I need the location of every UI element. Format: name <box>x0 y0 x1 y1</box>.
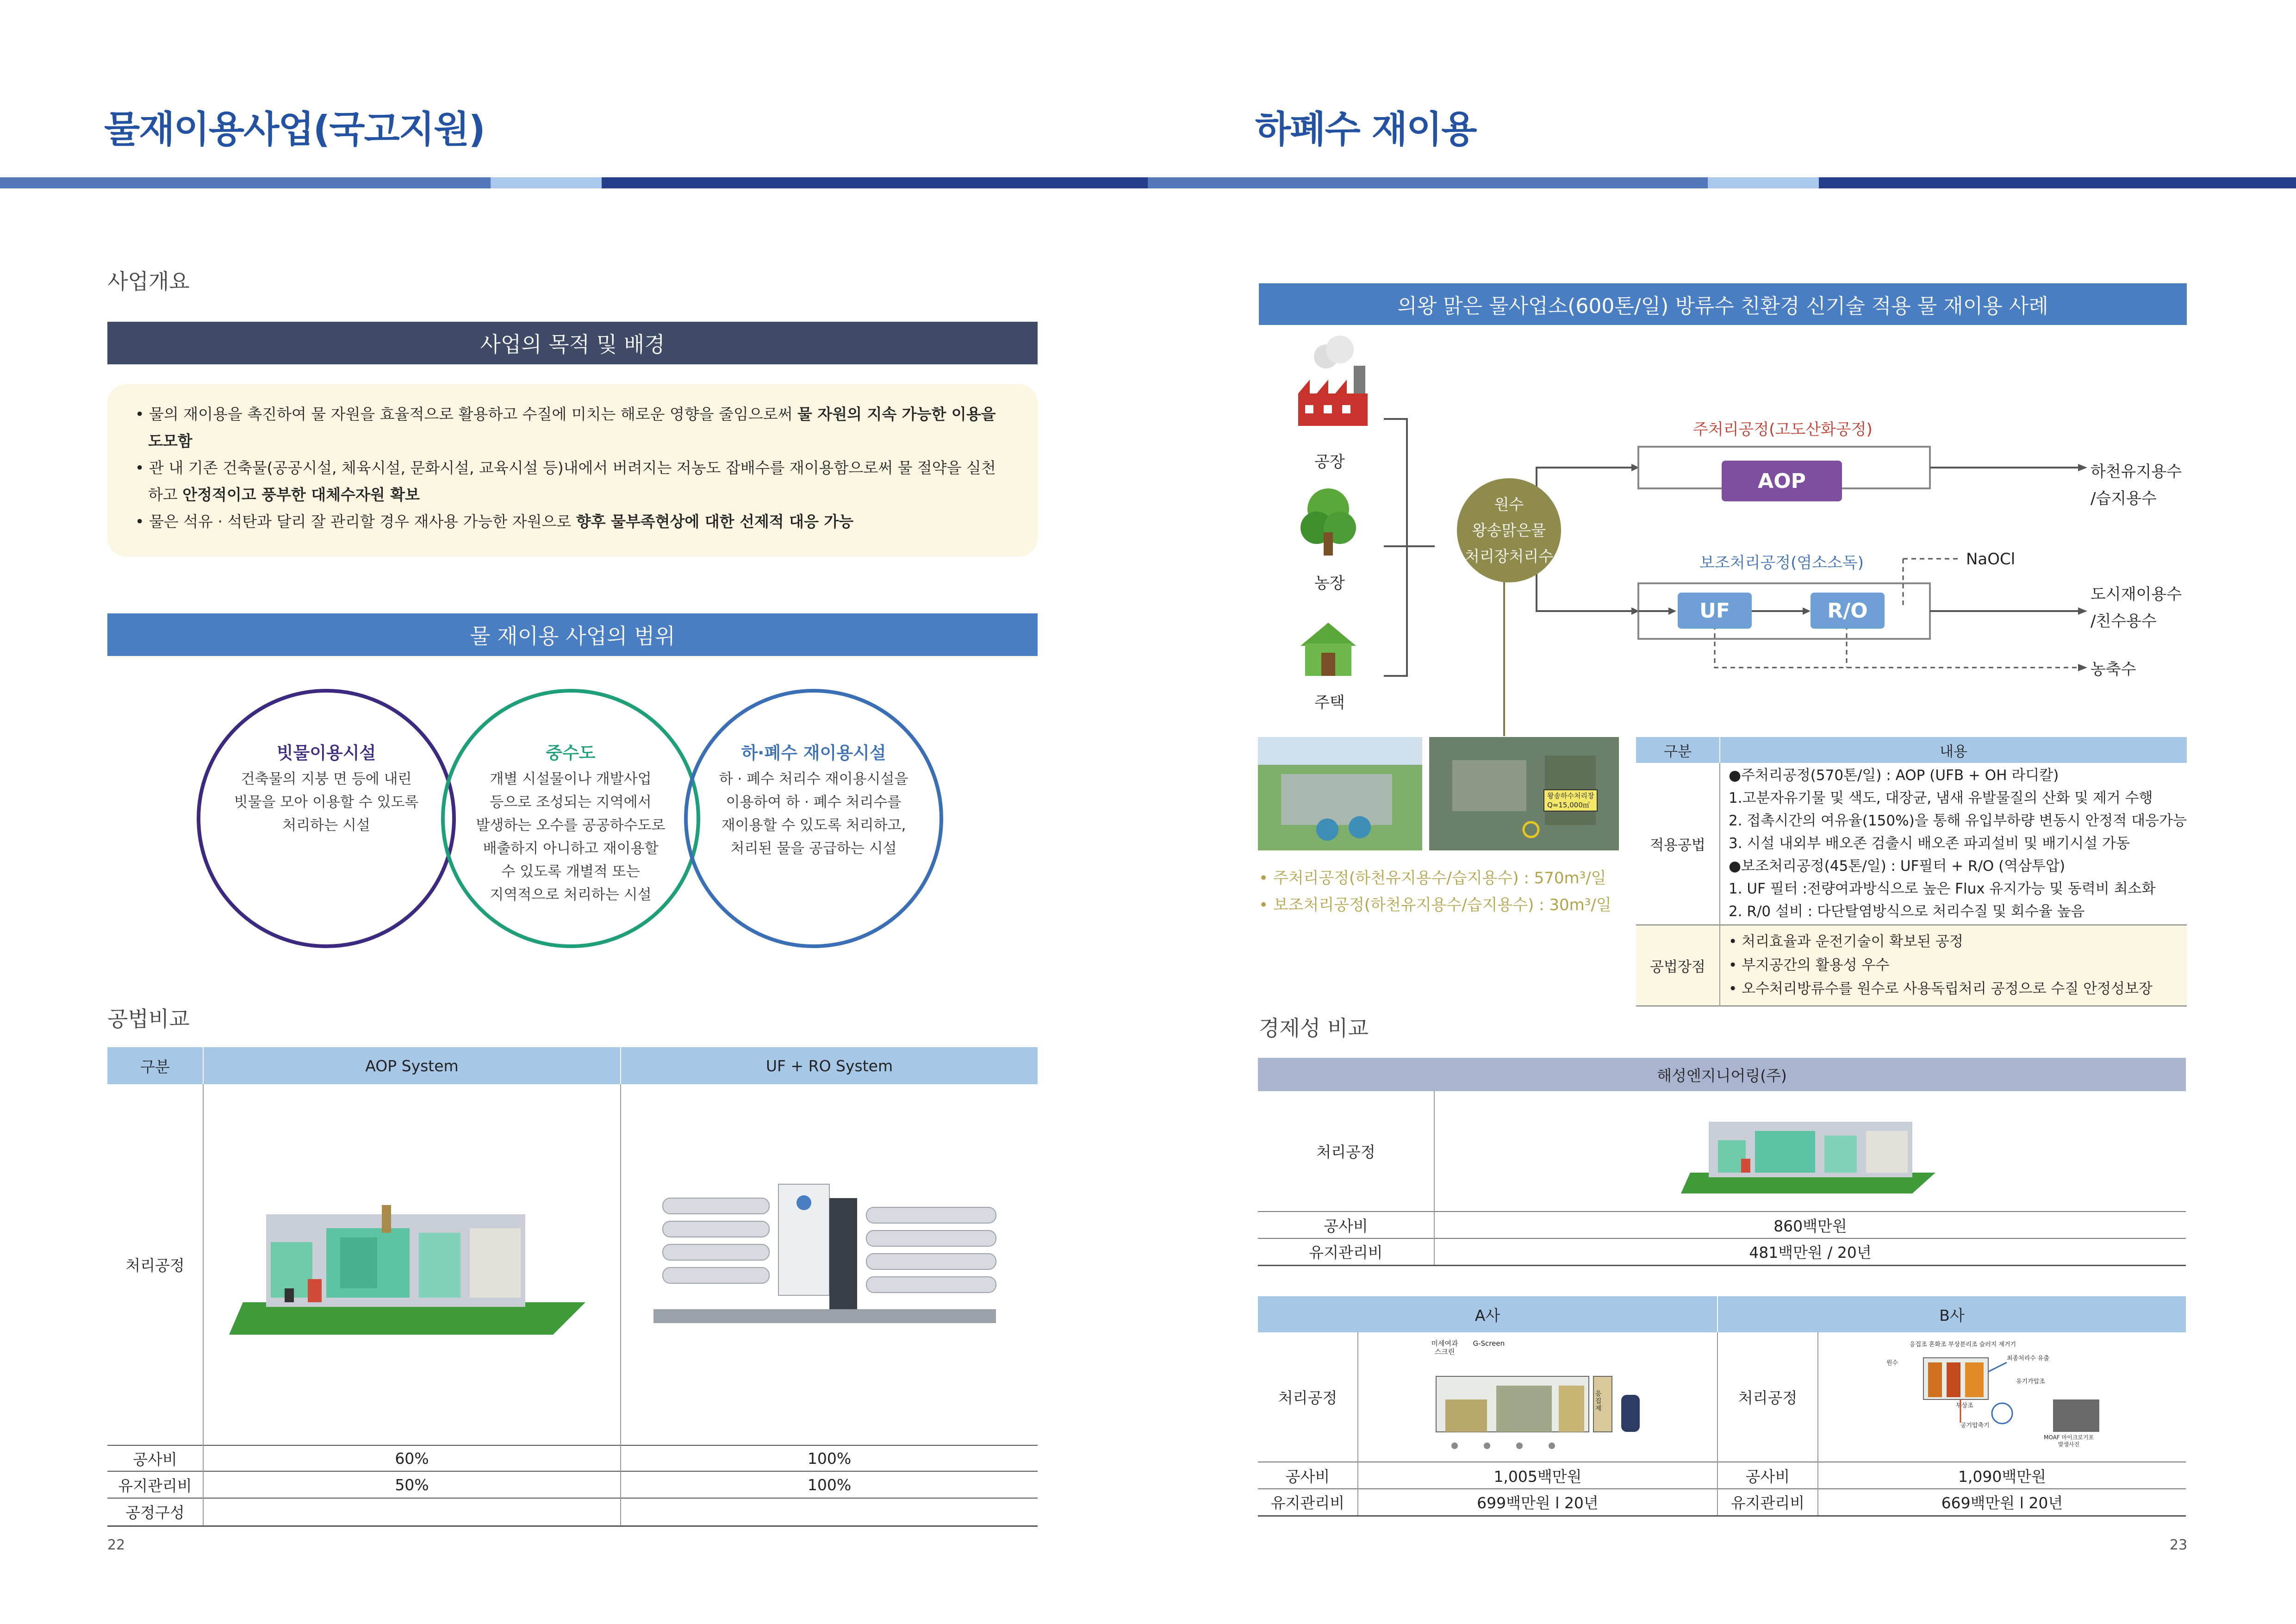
output-line: /습지용수 <box>2091 489 2157 508</box>
table-cell: 1,005백만원 <box>1358 1462 1717 1489</box>
bullet-bold: 도모함 <box>148 432 193 450</box>
table-row <box>1258 1212 2186 1238</box>
header-rule-seg <box>0 177 491 188</box>
table-row-label: 처리공정 <box>1258 1091 1434 1212</box>
table-row <box>1636 763 2187 925</box>
uf-ro-skid-image <box>644 1170 1014 1355</box>
company-a-diagram-cell <box>1358 1332 1717 1462</box>
scope-bar: 물 재이용 사업의 범위 <box>107 613 1038 656</box>
table-row <box>107 1084 1038 1445</box>
table-cell: 699백만원 l 20년 <box>1358 1489 1717 1516</box>
table-cell: 50% <box>203 1471 621 1498</box>
method-line: ●보조처리공정(45톤/일) : UF필터 + R/O (역삼투압) <box>1729 858 2066 874</box>
circle-body <box>234 768 419 837</box>
source-label-house: 주택 <box>1314 693 1345 712</box>
ro-box: R/O <box>1811 593 1885 629</box>
circle-title: 하·폐수 재이용시설 <box>741 743 886 763</box>
table-row-label: 공법장점 <box>1636 925 1720 1006</box>
table-row <box>1258 1091 2186 1212</box>
aop-box: AOP <box>1722 461 1842 501</box>
circle-body <box>476 768 665 906</box>
compare-heading: 공법비교 <box>107 1006 190 1031</box>
circle-line: 건축물의 지붕 면 등에 내린 <box>241 771 412 787</box>
table-cell: 60% <box>203 1445 621 1471</box>
table-row-label: 공사비 <box>1258 1462 1358 1489</box>
circle-body <box>719 768 908 860</box>
naocl-label: NaOCl <box>1966 550 2016 568</box>
bullet-line <box>135 508 1038 535</box>
method-line: 3. 시설 내외부 배오존 검출시 배오존 파괴설비 및 배기시설 가동 <box>1729 835 2130 852</box>
aux-process-label: 보조처리공정(염소소독) <box>1699 554 1864 572</box>
method-line: 2. R/0 설비 : 다단탈염방식으로 처리수질 및 회수율 높음 <box>1729 903 2085 920</box>
table-header-cell: 내용 <box>1940 743 1967 760</box>
callout-line: 왕송하수처리장 <box>1547 792 1594 800</box>
company-a-header: A사 <box>1258 1296 1717 1332</box>
company-a-process-drawing <box>1427 1358 1649 1455</box>
aop-system-image-cell <box>203 1084 621 1445</box>
circle-line: 발생하는 오수를 공공하수도로 <box>476 817 666 834</box>
table-cell: 669백만원 l 20년 <box>1941 1494 2063 1512</box>
aop-plant-image <box>229 1187 595 1339</box>
uf-box: UF <box>1678 593 1752 629</box>
uf-ro-system-image-cell <box>621 1084 1038 1445</box>
diagram-label <box>1910 1339 2016 1348</box>
diagram-label: 부상조 <box>1956 1402 1973 1409</box>
bullet-bold: 물 자원의 지속 가능한 이용을 <box>797 405 996 423</box>
table-row-label: 공사비 <box>107 1445 203 1471</box>
output-urban-label <box>2091 581 2182 635</box>
method-line: 1. UF 필터 :전량여과방식으로 높은 Flux 유지가능 및 동력비 최소화 <box>1729 881 2156 897</box>
merit-content <box>1720 925 2187 1006</box>
capacity-note: • 주처리공정(하천유지용수/습지용수) : 570m³/일 <box>1259 869 1606 887</box>
method-line: ●주처리공정(570톤/일) : AOP (UFB + OH 라디칼) <box>1729 767 2059 784</box>
merit-line: • 오수처리방류수를 원수로 사용독립처리 공정으로 수질 안정성보장 <box>1729 981 2153 997</box>
table-row <box>107 1445 1038 1471</box>
company-b-diagram <box>1886 1339 2118 1455</box>
diagram-label: 원수 <box>1886 1359 1898 1367</box>
table-header-row <box>1258 1296 2186 1332</box>
source-label-factory: 공장 <box>1314 453 1345 471</box>
circle-greywater <box>441 689 700 948</box>
raw-water-line: 왕송맑은물 <box>1472 521 1546 539</box>
table-cell: 860백만원 <box>1773 1217 1847 1235</box>
table-row <box>1258 1332 2186 1462</box>
case-bar: 의왕 맑은 물사업소(600톤/일) 방류수 친환경 신기술 적용 물 재이용 사례 <box>1259 283 2187 325</box>
source-label-farm: 농장 <box>1314 574 1345 593</box>
bullet-line <box>135 455 1038 481</box>
diagram-label: 최종처리수 유출 <box>2007 1355 2050 1362</box>
diagram-label <box>1431 1339 1458 1356</box>
table-cell: 100% <box>807 1449 852 1468</box>
circle-wastewater <box>684 689 943 948</box>
table-row <box>107 1498 1038 1526</box>
circle-line: 처리하는 시설 <box>282 817 370 834</box>
bullet-line <box>135 481 1038 508</box>
capacity-notes <box>1259 865 1612 918</box>
raw-water-line: 처리장처리수 <box>1464 547 1554 565</box>
diagram-label-line: 혼화조 <box>1929 1341 1947 1348</box>
table-row-label: 적용공법 <box>1636 763 1720 925</box>
tree-icon <box>1300 488 1356 556</box>
diagram-label: 응집제 <box>1595 1390 1602 1412</box>
circle-line: 개별 시설물이나 개발사업 <box>490 771 652 787</box>
diagram-label-line: 발생사진 <box>2058 1441 2080 1448</box>
photo-callout <box>1543 789 1598 812</box>
circle-title: 중수도 <box>546 743 596 763</box>
raw-water-line: 원수 <box>1494 495 1524 513</box>
circle-line: 재이용할 수 있도록 처리하고, <box>721 817 906 834</box>
output-line: 도시재이용수 <box>2091 585 2182 604</box>
table-header-row <box>107 1047 1038 1084</box>
table-row-label: 처리공정 <box>107 1084 203 1445</box>
table-cell: 100% <box>807 1475 852 1494</box>
right-page-title: 하폐수 재이용 <box>1255 108 1476 151</box>
table-row-label: 유지관리비 <box>107 1471 203 1498</box>
diagram-label-line: 슬러지 제거기 <box>1979 1341 2016 1348</box>
company-b-diagram-cell <box>1818 1332 2186 1462</box>
table-header-cell: AOP System <box>203 1047 621 1084</box>
purpose-bar: 사업의 목적 및 배경 <box>107 322 1038 364</box>
company-header: 해성엔지니어링(주) <box>1657 1066 1787 1085</box>
table-row-label: 공사비 <box>1717 1462 1818 1489</box>
company-b-process-drawing <box>1914 1349 2118 1441</box>
circle-title: 빗물이용시설 <box>276 743 376 763</box>
table-row-label: 유지관리비 <box>1717 1489 1818 1516</box>
table-row-label: 처리공정 <box>1258 1332 1358 1462</box>
output-line: 하천유지용수 <box>2091 462 2182 481</box>
diagram-label-line: 스크린 <box>1434 1347 1455 1356</box>
table-row-label: 유지관리비 <box>1258 1238 1434 1265</box>
table-cell: 481백만원 / 20년 <box>1749 1243 1872 1262</box>
haesung-plant-image <box>1681 1103 1940 1196</box>
table-row <box>1636 925 2187 1006</box>
process-diagram-lines <box>1259 333 2189 736</box>
bullet-text: 하고 <box>148 486 183 504</box>
method-line: 1.고분자유기물 및 색도, 대장균, 냄새 유발물질의 산화 및 제거 수행 <box>1729 790 2153 806</box>
diagram-label: 공기압축기 <box>1960 1422 1990 1429</box>
table-row <box>1258 1238 2186 1265</box>
table-row-label: 공정구성 <box>107 1498 203 1526</box>
method-content <box>1720 763 2187 925</box>
diagram-label-line: 미세여과 <box>1431 1339 1458 1348</box>
circle-line: 이용하여 하 · 폐수 처리수를 <box>726 794 902 811</box>
table-cell: 1,090백만원 <box>1958 1467 2047 1486</box>
diagram-label-line: MOAF 마이크로기포 <box>2044 1434 2094 1441</box>
page-number-right: 23 <box>2170 1537 2188 1553</box>
house-icon <box>1300 623 1356 676</box>
econ-table-1 <box>1258 1058 2186 1266</box>
circle-line: 처리된 물을 공급하는 시설 <box>730 840 897 857</box>
circle-line: 빗물을 모아 이용할 수 있도록 <box>234 794 419 811</box>
bullet-text: • 관 내 기존 건축물(공공시설, 체육시설, 문화시설, 교육시설 등)내에서 버려지는 저농도 잡배수를 재이용함으로써 물 절약을 실천 <box>135 459 996 477</box>
method-line: 2. 접촉시간의 여유율(150%)을 통해 유입부하량 변동시 안정적 대응가능 <box>1729 812 2187 829</box>
circle-line: 지역적으로 처리하는 시설 <box>490 887 652 903</box>
factory-icon <box>1298 336 1368 426</box>
header-rule-seg <box>1148 177 1708 188</box>
compare-table <box>107 1047 1038 1527</box>
raw-water-node <box>1457 478 1561 582</box>
table-row-label: 처리공정 <box>1717 1332 1818 1462</box>
table-header-cell: UF + RO System <box>765 1056 893 1075</box>
circle-rainwater <box>197 689 456 948</box>
company-a-diagram <box>1427 1339 1649 1455</box>
main-process-label: 주처리공정(고도산화공정) <box>1693 420 1873 439</box>
bullet-bold: 안정적이고 풍부한 대체수자원 확보 <box>182 486 420 504</box>
diagram-label <box>2044 1434 2094 1448</box>
header-rule-seg <box>1708 177 1819 188</box>
left-page-title: 물재이용사업(국고지원) <box>104 108 485 151</box>
table-row-label: 공사비 <box>1258 1212 1434 1238</box>
method-info-table <box>1636 737 2187 1006</box>
table-cell <box>203 1498 621 1526</box>
econ-heading: 경제성 비교 <box>1259 1016 1369 1041</box>
table-row-label: 유지관리비 <box>1258 1489 1358 1516</box>
table-header-cell: 구분 <box>107 1047 203 1084</box>
company-b-header: B사 <box>1939 1306 1965 1324</box>
output-river-label <box>2091 458 2182 512</box>
bullet-text: • 물의 재이용을 촉진하여 물 자원을 효율적으로 활용하고 수질에 미치는 해로운 영향을 줄임으로써 <box>135 405 797 423</box>
econ-table-2 <box>1258 1296 2186 1517</box>
bullet-bold: 향후 물부족현상에 대한 선제적 대응 가능 <box>576 512 854 531</box>
table-row <box>1258 1462 2186 1489</box>
header-rule-seg <box>491 177 602 188</box>
merit-line: • 처리효율과 운전기술이 확보된 공정 <box>1729 933 1963 950</box>
table-row <box>1258 1489 2186 1516</box>
callout-line: Q=15,000㎥ <box>1547 801 1590 809</box>
header-rule-seg <box>1819 177 2296 188</box>
table-header-row <box>1636 737 2187 763</box>
table-header-cell: 구분 <box>1636 737 1720 763</box>
header-rule-seg <box>602 177 1148 188</box>
bullet-text: • 물은 석유 · 석탄과 달리 잘 관리할 경우 재사용 가능한 자원으로 <box>135 512 576 531</box>
diagram-label: G-Screen <box>1473 1339 1505 1348</box>
circle-line: 등으로 조성되는 지역에서 <box>490 794 652 811</box>
output-line: /친수용수 <box>2091 612 2157 631</box>
circle-line: 배출하지 아니하고 재이용할 <box>483 840 659 857</box>
page-number-left: 22 <box>107 1537 125 1553</box>
diagram-label: 유기가압조 <box>2016 1378 2045 1385</box>
merit-line: • 부지공간의 활용성 우수 <box>1729 957 1890 974</box>
diagram-label-line: 부상분리조 <box>1948 1341 1978 1348</box>
capacity-note: • 보조처리공정(하천유지용수/습지용수) : 30m³/일 <box>1259 896 1612 914</box>
table-header-row <box>1258 1058 2186 1091</box>
table-cell <box>621 1498 1038 1526</box>
output-concentrate-label: 농축수 <box>2091 660 2136 679</box>
bullet-line <box>135 401 1038 428</box>
overview-heading: 사업개요 <box>107 269 190 294</box>
process-image-cell <box>1434 1091 2186 1212</box>
diagram-label-line: 응집조 <box>1910 1341 1927 1348</box>
table-row <box>107 1471 1038 1498</box>
circle-line: 수 있도록 개별적 또는 <box>501 863 640 880</box>
purpose-bullets-box <box>107 384 1038 556</box>
bullet-line <box>135 428 1038 455</box>
circle-line: 하 · 폐수 처리수 재이용시설을 <box>719 771 908 787</box>
